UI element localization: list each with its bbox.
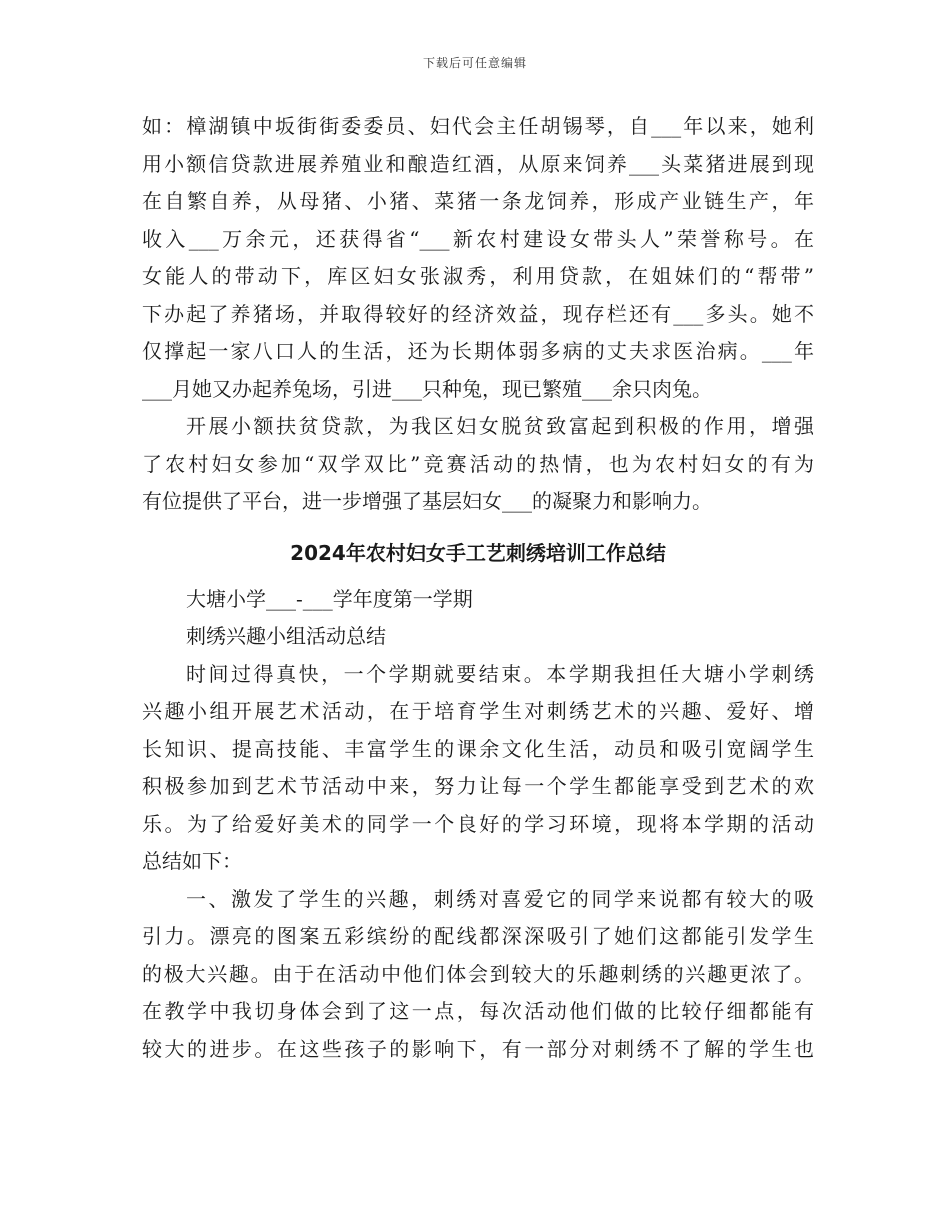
text-line: 用小额信贷款进展养殖业和酿造红酒，从原来饲养___头菜猪进展到现 [142,151,814,176]
text-line: ___月她又办起养兔场，引进___只种兔，现已繁殖___余只肉兔。 [142,376,712,401]
subtitle-school-year: 大塘小学___-___学年度第一学期 [186,586,473,611]
text-line: 了农村妇女参加“双学双比”竞赛活动的热情，也为农村妇女的有为 [142,451,814,476]
text-line: 的极大兴趣。由于在活动中他们体会到较大的乐趣刺绣的兴趣更浓了。 [142,961,814,986]
paragraph-3 [142,656,814,881]
text-line: 时间过得真快，一个学期就要结束。本学期我担任大塘小学刺绣 [186,661,814,686]
text-line: 一、激发了学生的兴趣，刺绣对喜爱它的同学来说都有较大的吸 [186,886,814,911]
text-line: 乐。为了给爱好美术的同学一个良好的学习环境，现将本学期的活动 [142,811,814,836]
text-line: 积极参加到艺术节活动中来，努力让每一个学生都能享受到艺术的欢 [142,774,814,798]
subtitle-activity-summary: 刺绣兴趣小组活动总结 [186,624,386,648]
text-line: 女能人的带动下，库区妇女张淑秀，利用贷款，在姐妹们的“帮带” [142,264,814,288]
paragraph-1 [142,108,814,408]
text-line: 有位提供了平台，进一步增强了基层妇女___的凝聚力和影响力。 [142,489,712,513]
text-line: 总结如下： [142,849,242,873]
text-line: 在教学中我切身体会到了这一点，每次活动他们做的比较仔细都能有 [142,999,814,1023]
text-line: 在自繁自养，从母猪、小猪、菜猪一条龙饲养，形成产业链生产，年 [142,189,814,213]
text-line: 较大的进步。在这些孩子的影响下，有一部分对刺绣不了解的学生也 [142,1036,814,1061]
paragraph-4 [142,881,814,1069]
document-body [142,108,814,1068]
section-title: 2024年农村妇女手工艺刺绣培训工作总结 [290,540,666,565]
text-line: 引力。漂亮的图案五彩缤纷的配线都深深吸引了她们这都能引发学生 [142,924,814,948]
page-header: 下载后可任意编辑 [422,56,527,70]
text-line: 开展小额扶贫贷款，为我区妇女脱贫致富起到积极的作用，增强 [186,414,814,438]
text-line: 仅撑起一家八口人的生活，还为长期体弱多病的丈夫求医治病。___年 [142,339,814,363]
text-line: 长知识、提高技能、丰富学生的课余文化生活，动员和吸引宽阔学生 [142,736,814,761]
paragraph-2 [142,408,814,521]
text-line: 下办起了养猪场，并取得较好的经济效益，现存栏还有___多头。她不 [142,301,814,326]
text-line: 收入___万余元，还获得省“___新农村建设女带头人”荣誉称号。在 [142,226,814,251]
text-line: 如：樟湖镇中坂街街委委员、妇代会主任胡锡琴，自___年以来，她利 [142,114,814,138]
text-line: 兴趣小组开展艺术活动，在于培育学生对刺绣艺术的兴趣、爱好、增 [142,699,814,723]
